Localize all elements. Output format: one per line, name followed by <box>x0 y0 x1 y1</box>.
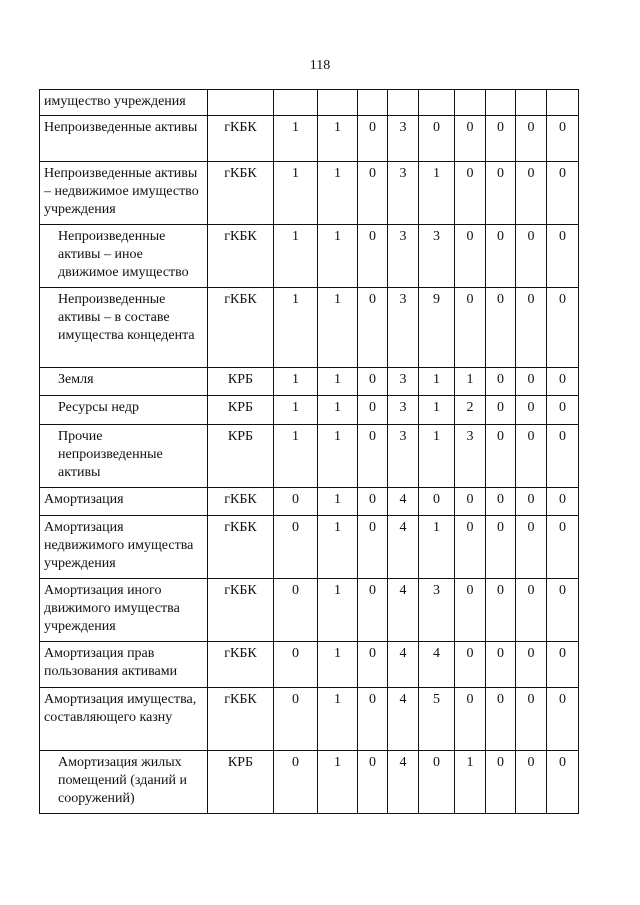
code-digit-cell: 1 <box>318 396 358 425</box>
page-number: 118 <box>309 58 331 73</box>
account-name-cell: Непроизведенные активы – иное движимое имущество <box>40 225 208 288</box>
code-digit-cell: 0 <box>358 579 388 642</box>
table-row <box>40 396 579 425</box>
code-type-cell: КРБ <box>208 396 274 425</box>
code-digit-cell: 0 <box>274 642 318 688</box>
code-digit-cell: 0 <box>358 116 388 162</box>
table-row <box>40 642 579 688</box>
code-digit-cell: 3 <box>419 579 455 642</box>
table-row <box>40 288 579 368</box>
code-digit-cell: 0 <box>358 288 388 368</box>
code-digit-cell: 0 <box>516 162 547 225</box>
code-digit-cell: 0 <box>547 396 579 425</box>
code-digit-cell: 0 <box>486 396 516 425</box>
code-digit-cell: 0 <box>274 688 318 751</box>
code-digit-cell: 1 <box>419 516 455 579</box>
code-digit-cell: 0 <box>486 688 516 751</box>
account-name-cell: Амортизация недвижимого имущества учреждения <box>40 516 208 579</box>
code-digit-cell: 0 <box>455 642 486 688</box>
table-row <box>40 579 579 642</box>
code-digit-cell: 1 <box>274 225 318 288</box>
code-digit-cell: 4 <box>388 579 419 642</box>
code-digit-cell: 3 <box>455 425 486 488</box>
code-digit-cell: 0 <box>516 642 547 688</box>
code-digit-cell: 0 <box>486 488 516 516</box>
code-digit-cell: 0 <box>419 116 455 162</box>
table-row <box>40 751 579 814</box>
code-digit-cell: 4 <box>388 642 419 688</box>
code-digit-cell: 0 <box>358 751 388 814</box>
code-digit-cell: 0 <box>486 116 516 162</box>
code-digit-cell: 0 <box>486 425 516 488</box>
account-name-cell: Прочие непроизведенные активы <box>40 425 208 488</box>
code-digit-cell <box>455 90 486 116</box>
code-digit-cell: 1 <box>318 688 358 751</box>
code-digit-cell: 0 <box>358 488 388 516</box>
code-digit-cell: 0 <box>547 425 579 488</box>
code-digit-cell: 0 <box>516 225 547 288</box>
account-name-cell: Амортизация иного движимого имущества учреждения <box>40 579 208 642</box>
table-row <box>40 368 579 396</box>
account-name-cell: Амортизация имущества, составляющего казну <box>40 688 208 751</box>
code-digit-cell: 3 <box>419 225 455 288</box>
code-digit-cell: 0 <box>516 688 547 751</box>
code-digit-cell: 1 <box>455 368 486 396</box>
code-digit-cell: 0 <box>486 368 516 396</box>
code-digit-cell: 0 <box>358 162 388 225</box>
table-row <box>40 225 579 288</box>
table-row <box>40 90 579 116</box>
code-digit-cell: 1 <box>318 425 358 488</box>
code-digit-cell: 0 <box>547 162 579 225</box>
code-digit-cell <box>419 90 455 116</box>
code-type-cell: гКБК <box>208 516 274 579</box>
code-type-cell: гКБК <box>208 116 274 162</box>
code-digit-cell: 0 <box>516 579 547 642</box>
code-digit-cell: 0 <box>516 751 547 814</box>
code-digit-cell: 0 <box>486 642 516 688</box>
code-digit-cell: 1 <box>274 162 318 225</box>
code-digit-cell: 3 <box>388 396 419 425</box>
code-digit-cell: 1 <box>274 425 318 488</box>
code-digit-cell: 5 <box>419 688 455 751</box>
code-digit-cell: 0 <box>547 579 579 642</box>
code-digit-cell <box>274 90 318 116</box>
table-row <box>40 162 579 225</box>
code-digit-cell: 0 <box>486 288 516 368</box>
code-digit-cell: 4 <box>388 516 419 579</box>
code-digit-cell: 1 <box>318 516 358 579</box>
table-row <box>40 488 579 516</box>
code-type-cell: гКБК <box>208 288 274 368</box>
code-digit-cell: 1 <box>274 396 318 425</box>
account-name-cell: Непроизведенные активы – недвижимое имущество учреждения <box>40 162 208 225</box>
code-digit-cell: 3 <box>388 225 419 288</box>
code-digit-cell: 0 <box>419 488 455 516</box>
code-digit-cell: 0 <box>419 751 455 814</box>
account-code-table <box>39 89 579 814</box>
code-digit-cell: 0 <box>547 516 579 579</box>
code-digit-cell: 1 <box>318 579 358 642</box>
code-type-cell: гКБК <box>208 688 274 751</box>
code-digit-cell: 1 <box>318 368 358 396</box>
code-digit-cell: 1 <box>318 162 358 225</box>
account-name-cell: Амортизация <box>40 488 208 516</box>
code-digit-cell <box>388 90 419 116</box>
table-row <box>40 116 579 162</box>
code-digit-cell: 0 <box>516 116 547 162</box>
code-digit-cell: 0 <box>455 688 486 751</box>
account-name-cell: имущество учреждения <box>40 90 208 116</box>
code-digit-cell: 0 <box>547 225 579 288</box>
account-name-cell: Амортизация жилых помещений (зданий и сооружений) <box>40 751 208 814</box>
code-digit-cell: 0 <box>547 642 579 688</box>
code-digit-cell: 3 <box>388 162 419 225</box>
code-digit-cell: 1 <box>419 425 455 488</box>
code-digit-cell: 1 <box>274 116 318 162</box>
code-digit-cell: 9 <box>419 288 455 368</box>
table-row <box>40 688 579 751</box>
code-digit-cell <box>486 90 516 116</box>
code-type-cell: гКБК <box>208 162 274 225</box>
account-name-cell: Амортизация прав пользования активами <box>40 642 208 688</box>
code-type-cell: гКБК <box>208 225 274 288</box>
code-digit-cell: 0 <box>547 288 579 368</box>
code-digit-cell: 0 <box>274 488 318 516</box>
code-digit-cell: 1 <box>318 288 358 368</box>
account-name-cell: Непроизведенные активы – в составе имущества концедента <box>40 288 208 368</box>
code-type-cell <box>208 90 274 116</box>
code-digit-cell: 0 <box>547 751 579 814</box>
code-digit-cell: 1 <box>274 368 318 396</box>
code-digit-cell: 0 <box>358 642 388 688</box>
code-digit-cell <box>318 90 358 116</box>
code-digit-cell: 0 <box>547 116 579 162</box>
code-digit-cell <box>358 90 388 116</box>
table-body <box>40 90 579 814</box>
code-digit-cell: 1 <box>318 225 358 288</box>
code-digit-cell: 0 <box>455 162 486 225</box>
code-digit-cell: 0 <box>274 516 318 579</box>
code-digit-cell <box>516 90 547 116</box>
code-digit-cell: 0 <box>455 488 486 516</box>
code-digit-cell: 0 <box>516 288 547 368</box>
code-digit-cell: 0 <box>274 751 318 814</box>
table-row <box>40 425 579 488</box>
code-digit-cell: 1 <box>419 396 455 425</box>
code-digit-cell: 4 <box>388 751 419 814</box>
code-digit-cell: 0 <box>358 396 388 425</box>
code-digit-cell: 0 <box>486 751 516 814</box>
code-digit-cell: 0 <box>486 225 516 288</box>
code-digit-cell: 0 <box>516 488 547 516</box>
code-digit-cell: 0 <box>455 516 486 579</box>
code-digit-cell: 1 <box>318 116 358 162</box>
code-digit-cell: 0 <box>547 688 579 751</box>
code-digit-cell: 0 <box>455 116 486 162</box>
code-digit-cell: 3 <box>388 425 419 488</box>
code-digit-cell: 4 <box>388 488 419 516</box>
code-digit-cell: 1 <box>318 751 358 814</box>
code-digit-cell: 0 <box>516 396 547 425</box>
code-digit-cell: 4 <box>388 688 419 751</box>
code-digit-cell: 1 <box>318 642 358 688</box>
code-digit-cell: 0 <box>486 516 516 579</box>
account-name-cell: Земля <box>40 368 208 396</box>
code-digit-cell: 0 <box>274 579 318 642</box>
code-digit-cell: 3 <box>388 368 419 396</box>
code-digit-cell: 0 <box>547 368 579 396</box>
code-type-cell: КРБ <box>208 425 274 488</box>
code-digit-cell: 0 <box>547 488 579 516</box>
code-digit-cell: 0 <box>358 516 388 579</box>
code-type-cell: гКБК <box>208 642 274 688</box>
code-digit-cell <box>547 90 579 116</box>
account-name-cell: Непроизведенные активы <box>40 116 208 162</box>
code-digit-cell: 0 <box>486 162 516 225</box>
code-digit-cell: 1 <box>455 751 486 814</box>
code-digit-cell: 0 <box>455 579 486 642</box>
code-digit-cell: 3 <box>388 288 419 368</box>
code-type-cell: КРБ <box>208 751 274 814</box>
code-digit-cell: 0 <box>455 225 486 288</box>
code-digit-cell: 0 <box>358 225 388 288</box>
code-digit-cell: 0 <box>516 368 547 396</box>
code-digit-cell: 0 <box>455 288 486 368</box>
code-digit-cell: 1 <box>419 162 455 225</box>
code-digit-cell: 1 <box>318 488 358 516</box>
code-digit-cell: 0 <box>486 579 516 642</box>
code-digit-cell: 2 <box>455 396 486 425</box>
code-digit-cell: 1 <box>274 288 318 368</box>
code-digit-cell: 4 <box>419 642 455 688</box>
code-type-cell: КРБ <box>208 368 274 396</box>
code-digit-cell: 3 <box>388 116 419 162</box>
code-type-cell: гКБК <box>208 488 274 516</box>
code-type-cell: гКБК <box>208 579 274 642</box>
code-digit-cell: 0 <box>358 688 388 751</box>
code-digit-cell: 0 <box>358 425 388 488</box>
code-digit-cell: 1 <box>419 368 455 396</box>
code-digit-cell: 0 <box>516 425 547 488</box>
code-digit-cell: 0 <box>358 368 388 396</box>
account-name-cell: Ресурсы недр <box>40 396 208 425</box>
table-row <box>40 516 579 579</box>
code-digit-cell: 0 <box>516 516 547 579</box>
